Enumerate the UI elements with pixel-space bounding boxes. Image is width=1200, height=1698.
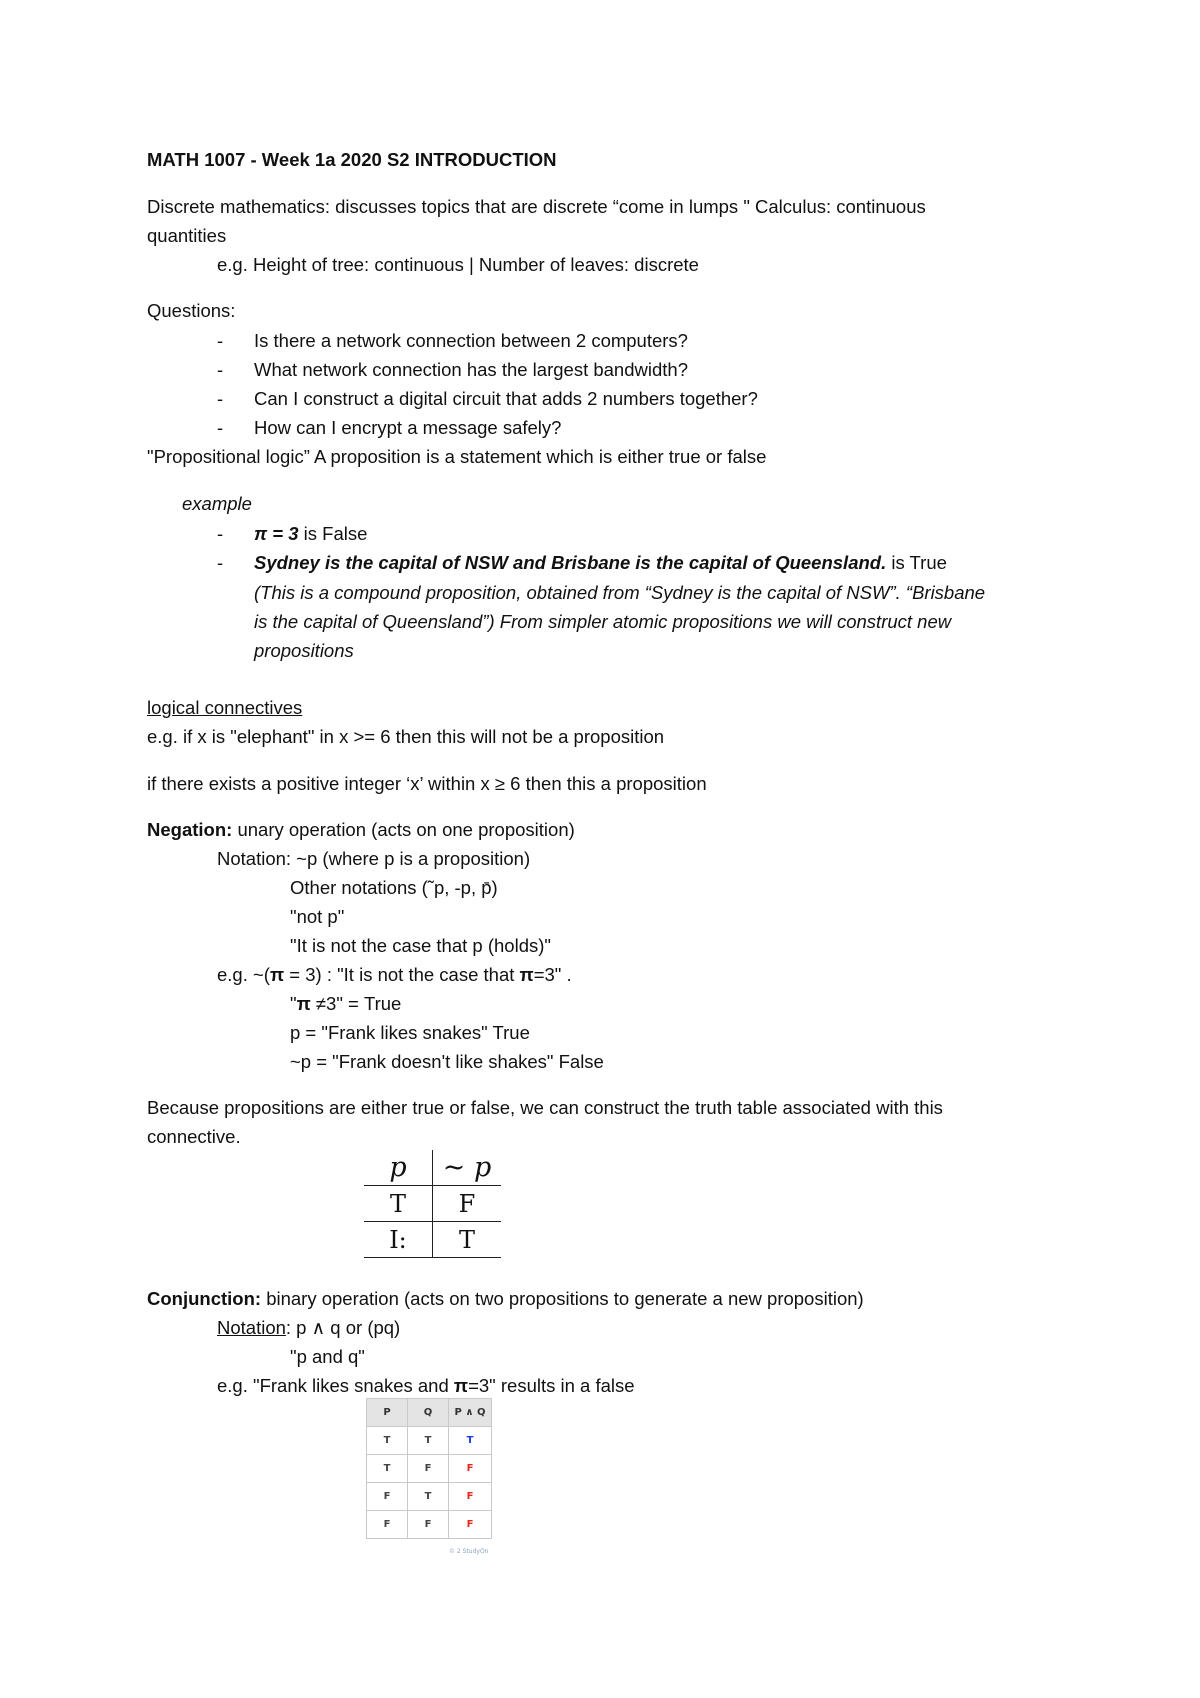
- negation-label: Negation:: [147, 819, 233, 840]
- conjunction-notation: [217, 1315, 400, 1341]
- intro-line-2: quantities: [147, 225, 227, 246]
- connectives-line-1: e.g. if x is "elephant" in x >= 6 then this will not be a proposition: [147, 726, 665, 747]
- negation-truth-table: [364, 1150, 501, 1258]
- table-cell: F: [433, 1186, 502, 1222]
- table-header-cell: p: [364, 1150, 433, 1186]
- table-cell: T: [364, 1186, 433, 1222]
- list-item-text: Can I construct a digital circuit that adds 2 numbers together?: [254, 388, 758, 409]
- conjunction-description: binary operation (acts on two propositions to generate a new proposition): [261, 1288, 864, 1309]
- example-label: example: [182, 493, 252, 514]
- table-header-row: [364, 1150, 501, 1186]
- table-cell: T: [367, 1455, 408, 1483]
- table-cell: T: [408, 1427, 449, 1455]
- list-dash: -: [217, 523, 224, 544]
- text-part: ≠3" = True: [310, 993, 402, 1014]
- negation-notation: Notation: ~p (where p is a proposition): [217, 848, 531, 869]
- table-header-cell: Q: [408, 1399, 449, 1427]
- table-cell: I:: [364, 1222, 433, 1258]
- questions-heading: Questions:: [147, 300, 236, 321]
- because-line-2: connective.: [147, 1126, 241, 1147]
- list-item-text: How can I encrypt a message safely?: [254, 417, 562, 438]
- list-item-text: What network connection has the largest bandwidth?: [254, 359, 688, 380]
- table-cell: T: [367, 1427, 408, 1455]
- table-cell: F: [408, 1455, 449, 1483]
- list-dash: -: [217, 417, 224, 438]
- example-2-value: is True: [886, 552, 947, 573]
- page-title: MATH 1007 - Week 1a 2020 S2 INTRODUCTION: [147, 149, 557, 170]
- negation-frank-1: p = "Frank likes snakes" True: [290, 1022, 530, 1043]
- table-cell: F: [449, 1511, 492, 1539]
- table-cell: T: [433, 1222, 502, 1258]
- example-note-line-3: propositions: [254, 640, 354, 661]
- negation-frank-2: ~p = "Frank doesn't like shakes" False: [290, 1051, 604, 1072]
- table-header-cell: ~ p: [433, 1150, 502, 1186]
- negation-description: unary operation (acts on one proposition): [232, 819, 575, 840]
- table-caption: © 2 StudyOn: [449, 1548, 489, 1555]
- list-item-text: Is there a network connection between 2 computers?: [254, 330, 688, 351]
- negation-other-notations: Other notations (˜p, -p, p̄): [290, 877, 498, 898]
- table-header-cell: P ∧ Q: [449, 1399, 492, 1427]
- text-part: e.g. "Frank likes snakes and: [217, 1375, 454, 1396]
- conjunction-heading: [147, 1286, 864, 1312]
- connectives-heading: logical connectives: [147, 697, 303, 718]
- example-2-statement: Sydney is the capital of NSW and Brisbane is the capital of Queensland.: [254, 552, 887, 573]
- negation-not-p: "not p": [290, 906, 345, 927]
- text-part: ": [290, 993, 297, 1014]
- intro-line-1: Discrete mathematics: discusses topics that are discrete “come in lumps " Calculus: continuous: [147, 196, 926, 217]
- table-row: [364, 1222, 501, 1258]
- example-note-line-1: (This is a compound proposition, obtained from “Sydney is the capital of NSW”. “Brisbane: [254, 582, 986, 603]
- pi-symbol: π: [519, 964, 534, 985]
- text-part: =3" results in a false: [468, 1375, 635, 1396]
- text-part: e.g. ~(: [217, 964, 270, 985]
- table-cell: F: [449, 1455, 492, 1483]
- negation-not-case: "It is not the case that p (holds)": [290, 935, 551, 956]
- conjunction-p-and-q: "p and q": [290, 1346, 365, 1367]
- example-note-line-2: is the capital of Queensland”) From simpler atomic propositions we will construct new: [254, 611, 952, 632]
- table-row: [367, 1511, 492, 1539]
- because-line-1: Because propositions are either true or false, we can construct the truth table associated with this: [147, 1097, 943, 1118]
- negation-neq: [290, 991, 401, 1017]
- notation-label: Notation: [217, 1317, 286, 1338]
- propositional-definition: "Propositional logic” A proposition is a statement which is either true or false: [147, 446, 767, 467]
- text-part: = 3) : "It is not the case that: [284, 964, 520, 985]
- table-header-row: [367, 1399, 492, 1427]
- table-cell: F: [367, 1511, 408, 1539]
- table-cell: T: [449, 1427, 492, 1455]
- table-cell: T: [408, 1483, 449, 1511]
- negation-heading: [147, 817, 575, 843]
- example-1-value: is False: [298, 523, 368, 544]
- list-dash: -: [217, 359, 224, 380]
- table-header-cell: P: [367, 1399, 408, 1427]
- text-part: =3" .: [533, 964, 572, 985]
- pi-symbol: π: [296, 993, 311, 1014]
- conjunction-label: Conjunction:: [147, 1288, 262, 1309]
- conjunction-example: [217, 1373, 635, 1399]
- example-2: [254, 550, 947, 576]
- table-cell: F: [367, 1483, 408, 1511]
- table-row: [367, 1455, 492, 1483]
- pi-symbol: π: [453, 1375, 469, 1396]
- notation-value: : p ∧ q or (pq): [285, 1317, 401, 1338]
- table-row: [367, 1427, 492, 1455]
- list-dash: -: [217, 552, 224, 573]
- pi-symbol: π: [269, 964, 285, 985]
- connectives-line-2: if there exists a positive integer ‘x’ within x ≥ 6 then this a proposition: [147, 773, 707, 794]
- list-dash: -: [217, 388, 224, 409]
- intro-example: e.g. Height of tree: continuous | Number of leaves: discrete: [217, 254, 699, 275]
- table-row: [364, 1186, 501, 1222]
- list-dash: -: [217, 330, 224, 351]
- table-cell: F: [408, 1511, 449, 1539]
- table-cell: F: [449, 1483, 492, 1511]
- table-row: [367, 1483, 492, 1511]
- example-1: [254, 521, 367, 547]
- negation-example: [217, 962, 572, 988]
- conjunction-truth-table: [366, 1398, 492, 1539]
- example-1-statement: π = 3: [254, 523, 299, 544]
